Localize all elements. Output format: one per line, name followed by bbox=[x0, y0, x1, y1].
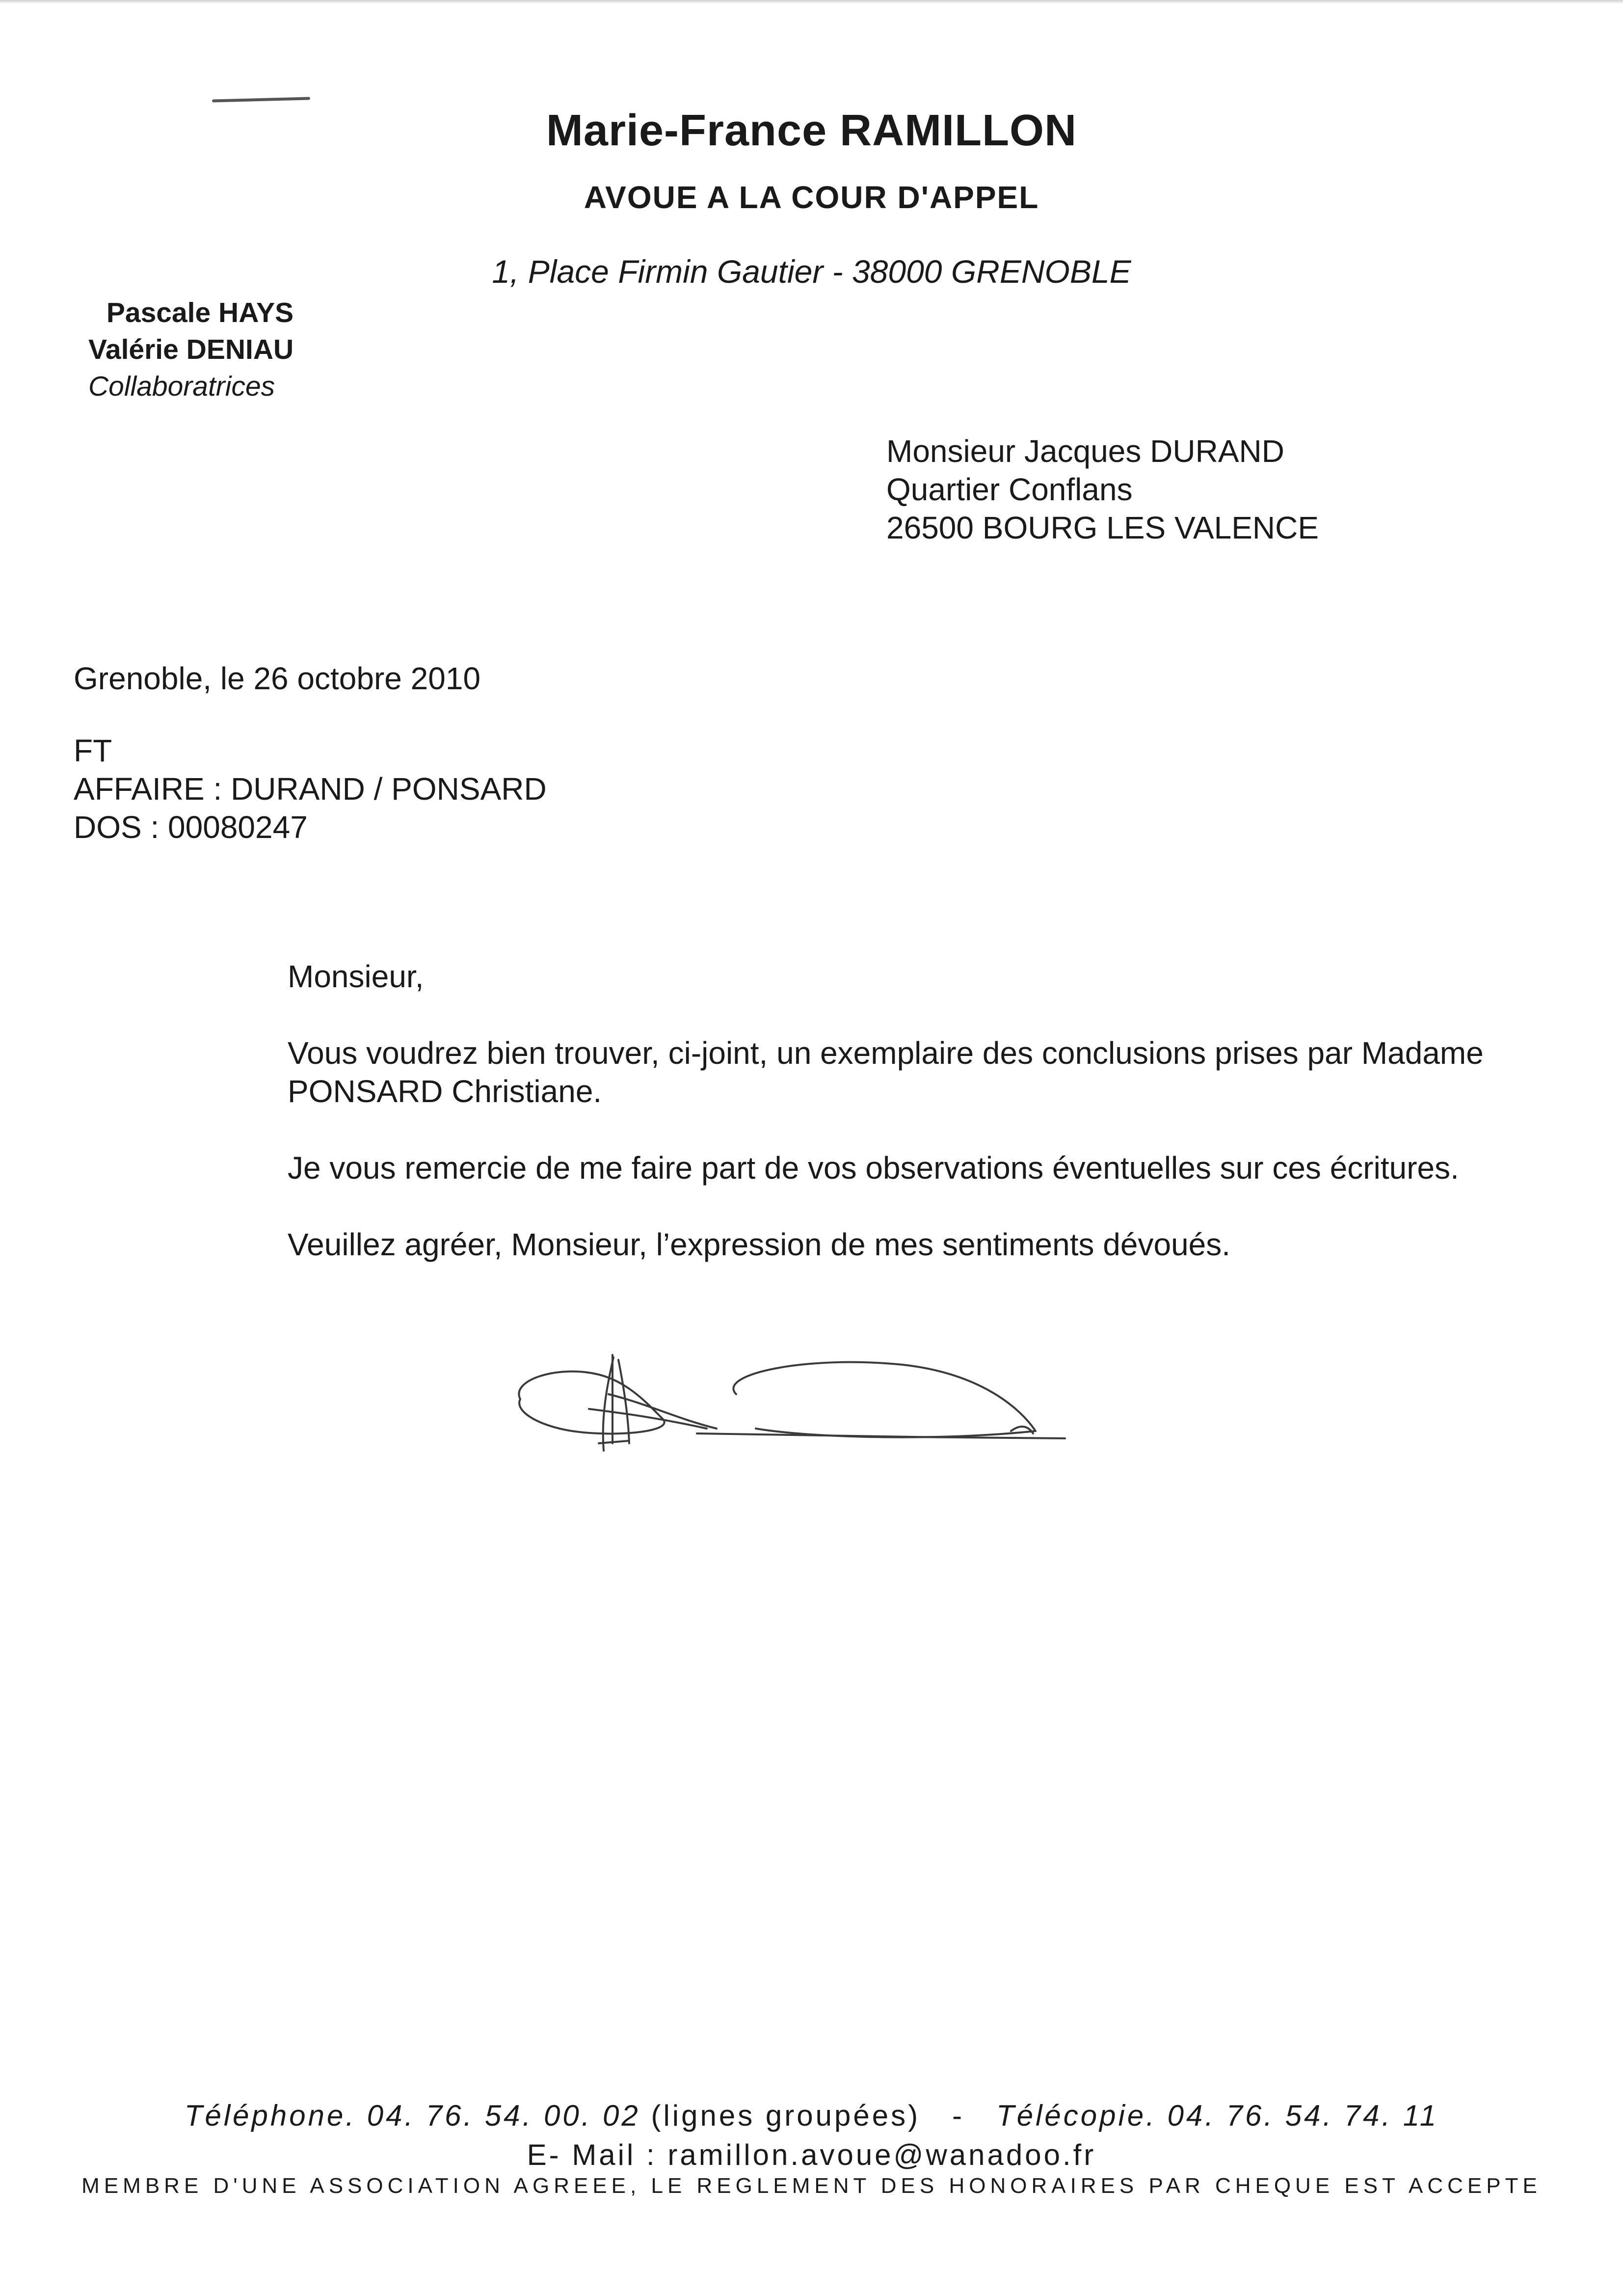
footer-contact-line bbox=[0, 2099, 1623, 2133]
collaborators-role: Collaboratrices bbox=[88, 371, 275, 402]
body-paragraph: Vous voudrez bien trouver, ci-joint, un exemplaire des conclusions prises par Madame PONSARD Christiane. bbox=[288, 1035, 1484, 1109]
letterhead-address: 1, Place Firmin Gautier - 38000 GRENOBLE bbox=[492, 253, 1131, 290]
recipient-address bbox=[886, 432, 1319, 547]
letterhead-name: Marie-France RAMILLON bbox=[546, 106, 1077, 155]
reference-affaire: AFFAIRE : DURAND / PONSARD bbox=[74, 771, 547, 807]
scan-edge bbox=[0, 0, 1623, 4]
collaborator-name: Pascale HAYS bbox=[106, 297, 294, 328]
footer-phone-note: (lignes groupées) bbox=[651, 2099, 921, 2132]
reference-block bbox=[74, 731, 547, 846]
collaborators-block bbox=[88, 295, 293, 405]
salutation: Monsieur, bbox=[288, 959, 424, 994]
letter-body bbox=[288, 957, 1564, 1302]
letterhead-title: AVOUE A LA COUR D'APPEL bbox=[584, 180, 1039, 215]
pen-dash-mark bbox=[212, 97, 310, 102]
reference-initials: FT bbox=[74, 733, 112, 768]
collaborator-name: Valérie DENIAU bbox=[88, 334, 294, 365]
recipient-line: Monsieur Jacques DURAND bbox=[886, 433, 1284, 469]
footer-fax: Télécopie. 04. 76. 54. 74. 11 bbox=[996, 2099, 1439, 2132]
footer-email: E- Mail : ramillon.avoue@wanadoo.fr bbox=[527, 2138, 1096, 2171]
footer-phone: Téléphone. 04. 76. 54. 00. 02 bbox=[184, 2099, 640, 2132]
body-paragraph: Veuillez agréer, Monsieur, l’expression de mes sentiments dévoués. bbox=[288, 1227, 1231, 1262]
footer-membership: MEMBRE D'UNE ASSOCIATION AGREEE, LE REGLEMENT DES HONORAIRES PAR CHEQUE EST ACCEPTE bbox=[81, 2174, 1542, 2198]
recipient-line: 26500 BOURG LES VALENCE bbox=[886, 510, 1319, 545]
body-paragraph: Je vous remercie de me faire part de vos observations éventuelles sur ces écritures. bbox=[288, 1150, 1459, 1186]
footer-separator: - bbox=[952, 2099, 965, 2132]
handwritten-signature-icon bbox=[501, 1345, 1104, 1473]
reference-dossier: DOS : 00080247 bbox=[74, 810, 308, 845]
recipient-line: Quartier Conflans bbox=[886, 472, 1133, 507]
date-line: Grenoble, le 26 octobre 2010 bbox=[74, 661, 481, 696]
